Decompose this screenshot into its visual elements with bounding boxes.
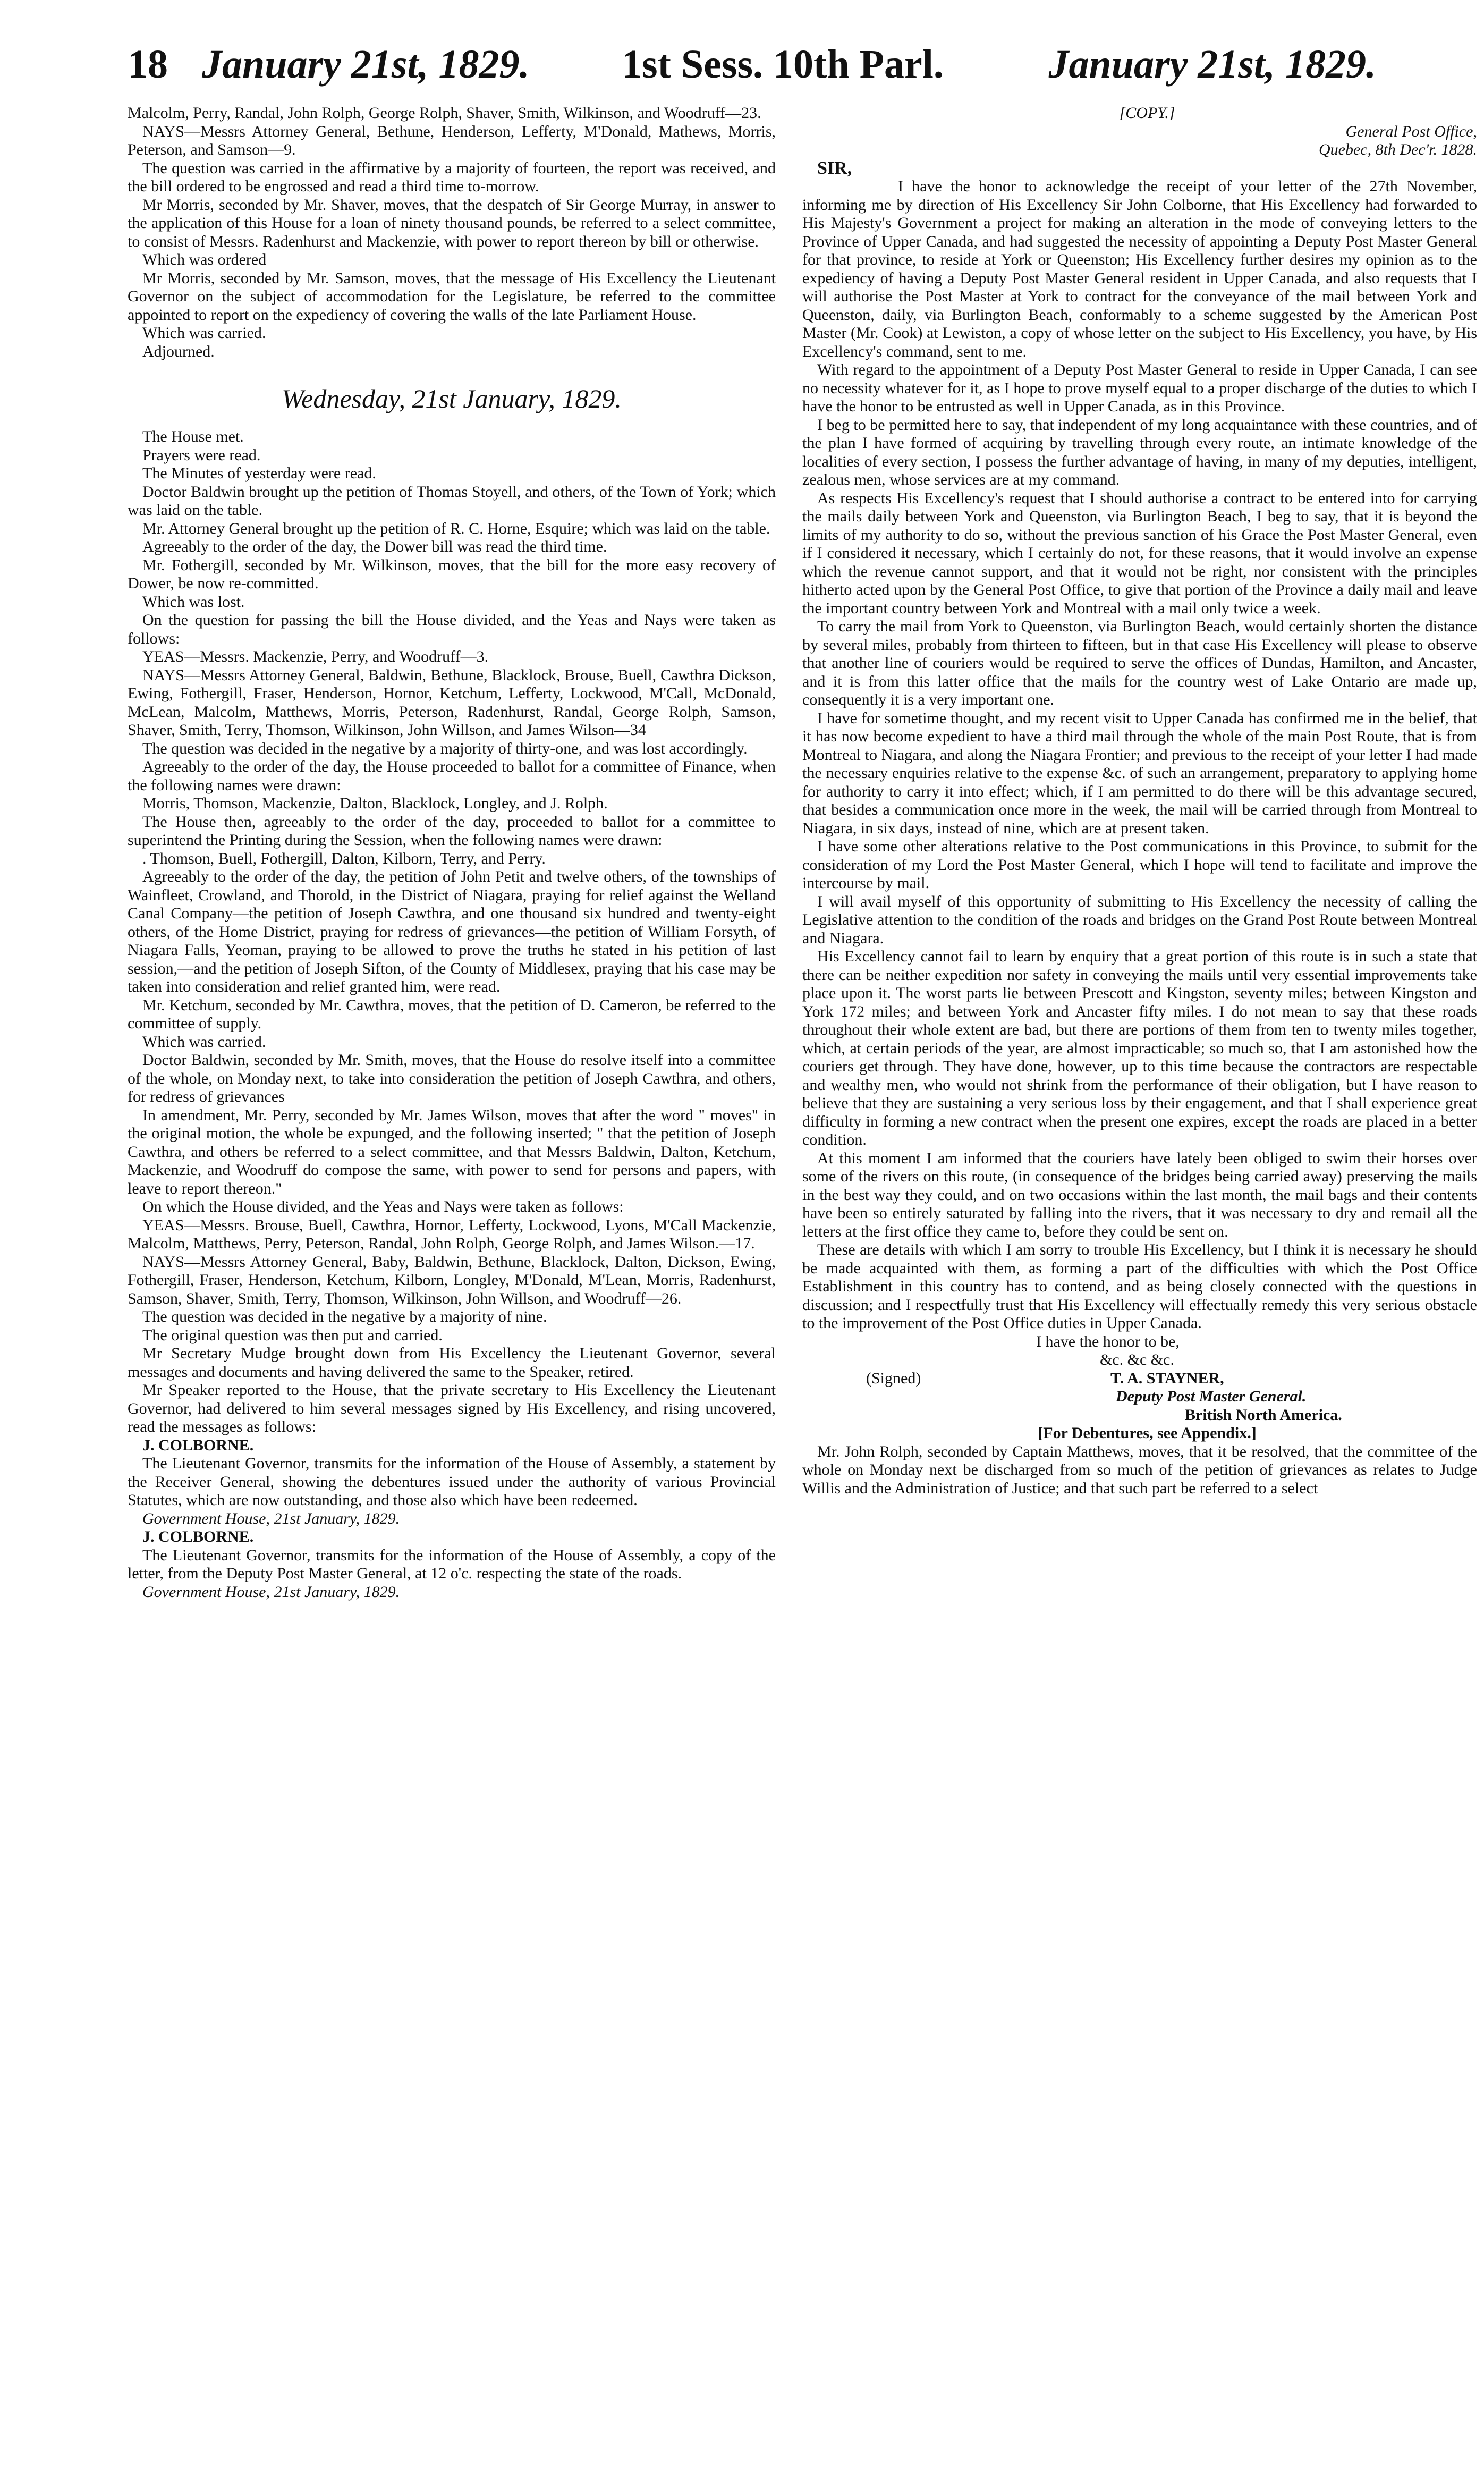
paragraph: Which was carried. (142, 324, 266, 342)
page-header (128, 41, 1376, 95)
letter-paragraph: To carry the mail from York to Queenston, via Burlington Beach, would certainly shorten the distance by several miles, probably from thirteen to fifteen, but in that case His Excellency will please to observe that another line of couriers would be required to serve the offices of Dundas, Hamilton, and Ancaster, and it is from this latter office that the mails for the country west of Lake Ontario are made up, consequently it is a very important one. (802, 618, 1477, 708)
letter-address-line: General Post Office, (1345, 122, 1477, 140)
paragraph: Morris, Thomson, Mackenzie, Dalton, Blacklock, Longley, and J. Rolph. (142, 795, 608, 812)
letter-paragraph: With regard to the appointment of a Deputy Post Master General to reside in Upper Canada, I can see no necessity whatever for it, as I hope to prove myself equal to a proper discharge of the duties to which I have the honor to be entrusted as well in Upper Canada, as in this Province. (802, 361, 1477, 415)
letter-dateline: Quebec, 8th Dec'r. 1828. (1318, 141, 1477, 158)
paragraph: Adjourned. (142, 342, 215, 360)
paragraph: . Thomson, Buell, Fothergill, Dalton, Kilborn, Terry, and Perry. (142, 849, 546, 867)
letter-paragraph: I beg to be permitted here to say, that independent of my long acquaintance with these countries, and of the plan I have formed of acquiring by travelling through every route, an intimate knowledge of the localities of every section, I possess the further advantage of having, in many of my deputies, intelligent, zealous men, whose services are at my command. (802, 416, 1477, 488)
paragraph: On the question for passing the bill the House divided, and the Yeas and Nays were taken as follows: (128, 611, 776, 647)
paragraph: Mr Morris, seconded by Mr. Shaver, moves, that the despatch of Sir George Murray, in answer to the application of this House for a loan of ninety thousand pounds, be referred to a select committee, to consist of Messrs. Radenhurst and Mackenzie, with power to report thereon by bill or otherwise. (128, 196, 776, 250)
paragraph: The Minutes of yesterday were read. (142, 464, 376, 482)
header-session: 1st Sess. 10th Parl. (622, 42, 944, 87)
debentures-note: [For Debentures, see Appendix.] (1038, 1424, 1257, 1442)
paragraph: Prayers were read. (142, 446, 261, 464)
signatory-name: T. A. STAYNER, (1110, 1369, 1224, 1387)
paragraph: The Lieutenant Governor, transmits for the information of the House of Assembly, a statement by the Receiver General, showing the debentures issued under the authority of various Provincial Statutes, which are now outstanding, and those also which have been redeemed. (128, 1455, 776, 1509)
paragraph: The original question was then put and carried. (142, 1326, 443, 1344)
signature-etc: &c. &c &c. (1100, 1351, 1174, 1368)
paragraph: The question was decided in the negative by a majority of thirty-one, and was lost accordingly. (142, 739, 748, 757)
page-number: 18 (128, 42, 168, 87)
signature-closing: I have the honor to be, (1036, 1332, 1180, 1350)
letter-paragraph: His Excellency cannot fail to learn by enquiry that a great portion of this route is in such a state that there can be neither expedition nor safety in conveying the mails until very essential improvements take place upon it. The worst parts lie between Prescott and Kingston, seventy miles; between Kingston and York 172 miles; and between York and Ancaster fifty miles. I do not mean to say that these roads throughout their whole extent are bad, but there are portions of them from ten to twenty miles together, which, at certain periods of the year, are almost impracticable; so much so, that I am astonished how the couriers get through. They have done, however, up to this time because the contractors are respectable and wealthy men, who would not shrink from the performance of their obligation, but I have reason to believe that they are sustaining a very serious loss by their engagement, and that I shall experience great difficulty in forming a new contract when the present one expires, except the roads are placed in a better condition. (802, 948, 1477, 1148)
left-column (128, 104, 776, 1601)
letter-paragraph: At this moment I am informed that the couriers have lately been obliged to swim their horses over some of the rivers on this route, (in consequence of the bridges being carried away) preserving the mails in the best way they could, and on two occasions within the last month, the mail bags and their contents have been so entirely saturated by falling into the rivers, that it was necessary to dry and remail all the letters at the first office they came to, before they could be sent on. (802, 1149, 1477, 1240)
governor-signature: J. COLBORNE. (142, 1436, 254, 1454)
governor-signature: J. COLBORNE. (142, 1528, 254, 1545)
vote-yeas: YEAS—Messrs. Mackenzie, Perry, and Woodruff—3. (142, 648, 489, 665)
paragraph: Mr Morris, seconded by Mr. Samson, moves, that the message of His Excellency the Lieutenant Governor on the subject of accommodation for the Legislature, be referred to the committee appointed to report on the expediency of covering the walls of the late Parliament House. (128, 269, 776, 324)
letter-salutation: SIR, (817, 158, 852, 178)
paragraph: The House then, agreeably to the order of the day, proceeded to ballot for a committee to superintend the Printing during the Session, when the following names were drawn: (128, 813, 776, 849)
paragraph: Doctor Baldwin brought up the petition of Thomas Stoyell, and others, of the Town of York; which was laid on the table. (128, 483, 776, 519)
signature-row (802, 1370, 1477, 1388)
signatory-title: Deputy Post Master General. (1116, 1388, 1307, 1405)
letter-signature-block (802, 1333, 1477, 1425)
letter-paragraph: As respects His Excellency's request that I should authorise a contract to be entered into for carrying the mails daily between York and Queenston, via Burlington Beach, I beg to say, that it is beyond the limits of my authority to do so, without the previous sanction of his Grace the Post Master General, even if I considered it necessary, which I certainly do not, for these reasons, that it would involve an expense which the revenue cannot support, and that it would not be right, nor consistent with the principles hitherto acted upon by the General Post Office, to give that portion of the Province a daily mail and leave the important country between York and Montreal with a mail only twice a week. (802, 489, 1477, 617)
header-date-left (202, 41, 530, 88)
paragraph: Which was lost. (142, 593, 245, 611)
letter-paragraph: I have for sometime thought, and my recent visit to Upper Canada has confirmed me in the belief, that it has now become expedient to have a third mail through the whole of the main Post Route, that is from Montreal to Niagara, and along the Niagara Frontier; and previous to the receipt of your letter I had made the necessary enquiries relative to the expense &c. of such an arrangement, preparatory to applying home for authority to carry it into effect; which, if I am permitted to do there will be this advantage secured, that besides a communication once more in the week, the mail will be carried through from Montreal to Niagara, in six days, instead of nine, which are at present taken. (802, 709, 1477, 837)
paragraph: Mr Secretary Mudge brought down from His Excellency the Lieutenant Governor, several messages and documents and having delivered the same to the Speaker, retired. (128, 1345, 776, 1381)
paragraph: On which the House divided, and the Yeas and Nays were taken as follows: (142, 1198, 624, 1215)
header-date-left-text: January 21st, 1829. (202, 42, 530, 87)
paragraph: Agreeably to the order of the day, the petition of John Petit and twelve others, of the townships of Wainfleet, Crowland, and Thorold, in the District of Niagara, praying for relief against the Welland Canal Company—the petition of Joseph Cawthra, and one thousand six hundred and twenty-eight others, of the Home District, praying for redress of grievances—the petition of William Forsyth, of Niagara Falls, Yeoman, praying to be allowed to prove the truths he stated in his petition of last session,—and the petition of Joseph Sifton, of the County of Middlesex, praying that his case may be taken into consideration and relief granted him, were read. (128, 868, 776, 995)
paragraph: Agreeably to the order of the day, the House proceeded to ballot for a committee of Finance, when the following names were drawn: (128, 758, 776, 794)
paragraph: Mr. Fothergill, seconded by Mr. Wilkinson, moves, that the bill for the more easy recovery of Dower, be now re-committed. (128, 556, 776, 592)
header-date-right-text: January 21st, 1829. (1048, 42, 1376, 87)
vote-nays: NAYS—Messrs Attorney General, Baby, Baldwin, Bethune, Blacklock, Dalton, Dickson, Ewing, Fothergill, Fraser, Henderson, Ketchum, Kilborn, Longley, M'Donald, M'Lean, Morris, Radenhurst, Samson, Shaver, Smith, Terry, Thomson, Wilkinson, John Willson, and Woodruff—26. (128, 1253, 776, 1307)
paragraph: The Lieutenant Governor, transmits for the information of the House of Assembly, a copy of the letter, from the Deputy Post Master General, at 12 o'c. respecting the state of the roads. (128, 1546, 776, 1582)
paragraph: The House met. (142, 428, 244, 445)
copy-label: [COPY.] (1119, 104, 1175, 122)
letter-paragraph: These are details with which I am sorry to trouble His Excellency, but I think it is necessary he should be made acquainted with them, as forming a part of the difficulties with which the Post Office Establishment in this country has to contend, and as being closely connected with the questions in discussion; and I respectfully trust that His Excellency will effectually remedy this very serious obstacle to the improvement of the Post Office duties in Upper Canada. (802, 1241, 1477, 1332)
paragraph: Mr. John Rolph, seconded by Captain Matthews, moves, that it be resolved, that the committee of the whole on Monday next be discharged from so much of the petition of grievances as relates to Judge Willis and the Administration of Justice; and that such part be referred to a select (802, 1442, 1477, 1497)
section-title: Wednesday, 21st January, 1829. (282, 384, 622, 413)
paragraph: The question was carried in the affirmative by a majority of fourteen, the report was received, and the bill ordered to be engrossed and read a third time to-morrow. (128, 159, 776, 195)
paragraph: Agreeably to the order of the day, the Dower bill was read the third time. (142, 538, 607, 555)
paragraph: The question was decided in the negative by a majority of nine. (142, 1308, 547, 1325)
paragraph: Which was ordered (142, 251, 267, 268)
vote-nays: NAYS—Messrs Attorney General, Baldwin, Bethune, Blacklock, Brouse, Buell, Cawthra Dickson, Ewing, Fothergill, Fraser, Henderson, Hornor, Ketchum, Lefferty, Lockwood, M'Call, McDonald, McLean, Malcolm, Matthews, Morris, Peterson, Radenhurst, Randal, George Rolph, Samson, Shaver, Smith, Terry, Thomson, Wilkinson, John Willson, and James Wilson—34 (128, 666, 776, 739)
government-house-dateline: Government House, 21st January, 1829. (142, 1509, 400, 1527)
paragraph: Mr Speaker reported to the House, that the private secretary to His Excellency the Lieutenant Governor, had delivered to him several messages signed by His Excellency, and rising uncovered, read the messages as follows: (128, 1381, 776, 1435)
signed-label: (Signed) (866, 1369, 921, 1387)
vote-yeas: YEAS—Messrs. Brouse, Buell, Cawthra, Hornor, Lefferty, Lockwood, Lyons, M'Call Mackenzie, Malcolm, Matthews, Perry, Peterson, Randal, John Rolph, George Rolph, and James Wilson.—17. (128, 1216, 776, 1252)
letter-paragraph: I have some other alterations relative to the Post communications in this Province, to submit for the consideration of my Lord the Post Master General, which I hope will tend to facilitate and improve the intercourse by mail. (802, 838, 1477, 892)
letter-paragraph: I will avail myself of this opportunity of submitting to His Excellency the necessity of calling the Legislative attention to the condition of the roads and bridges on the Grand Post Route between Montreal and Niagara. (802, 892, 1477, 947)
header-date-right (1048, 41, 1376, 88)
paragraph: Malcolm, Perry, Randal, John Rolph, George Rolph, Shaver, Smith, Wilkinson, and Woodruff—23. (128, 104, 761, 122)
paragraph: Doctor Baldwin, seconded by Mr. Smith, moves, that the House do resolve itself into a committee of the whole, on Monday next, to take into consideration the petition of Joseph Cawthra, and others, for redress of grievances (128, 1051, 776, 1105)
government-house-dateline: Government House, 21st January, 1829. (142, 1583, 400, 1601)
paragraph: Mr. Ketchum, seconded by Mr. Cawthra, moves, that the petition of D. Cameron, be referred to the committee of supply. (128, 996, 776, 1032)
letter-paragraph: I have the honor to acknowledge the receipt of your letter of the 27th November, informing me by direction of His Excellency Sir John Colborne, that His Excellency had forwarded to His Majesty's Government a project for making an alteration in the mode of conveying letters to the Province of Upper Canada, and had suggested the necessity of appointing a Deputy Post Master General for that province, to reside at York or Queenston; His Excellency further desires my opinion as to the expediency of having a Deputy Post Master General resident in Upper Canada, and also requests that I will authorise the Post Master at York to contract for the conveyance of the mail between York and Queenston, daily, via Burlington Beach, conformably to a scheme suggested by the American Post Master (Mr. Cook) at Lewiston, a copy of whose letter on the subject to His Excellency, you have, by His Excellency's command, sent to me. (802, 178, 1477, 360)
paragraph: In amendment, Mr. Perry, seconded by Mr. James Wilson, moves that after the word " moves" in the original motion, the whole be expunged, and the following inserted; " that the petition of Joseph Cawthra, and others be referred to a select committee, and that Messrs Baldwin, Dalton, Ketchum, Mackenzie, and Woodruff do compose the same, with power to send for persons and papers, with leave to report thereon." (128, 1106, 776, 1197)
paragraph: Mr. Attorney General brought up the petition of R. C. Horne, Esquire; which was laid on the table. (142, 519, 770, 537)
right-column (802, 104, 1477, 1498)
paragraph: NAYS—Messrs Attorney General, Bethune, Henderson, Lefferty, M'Donald, Mathews, Morris, Peterson, and Samson—9. (128, 122, 776, 158)
signatory-region: British North America. (1185, 1406, 1342, 1424)
paragraph: Which was carried. (142, 1033, 266, 1051)
